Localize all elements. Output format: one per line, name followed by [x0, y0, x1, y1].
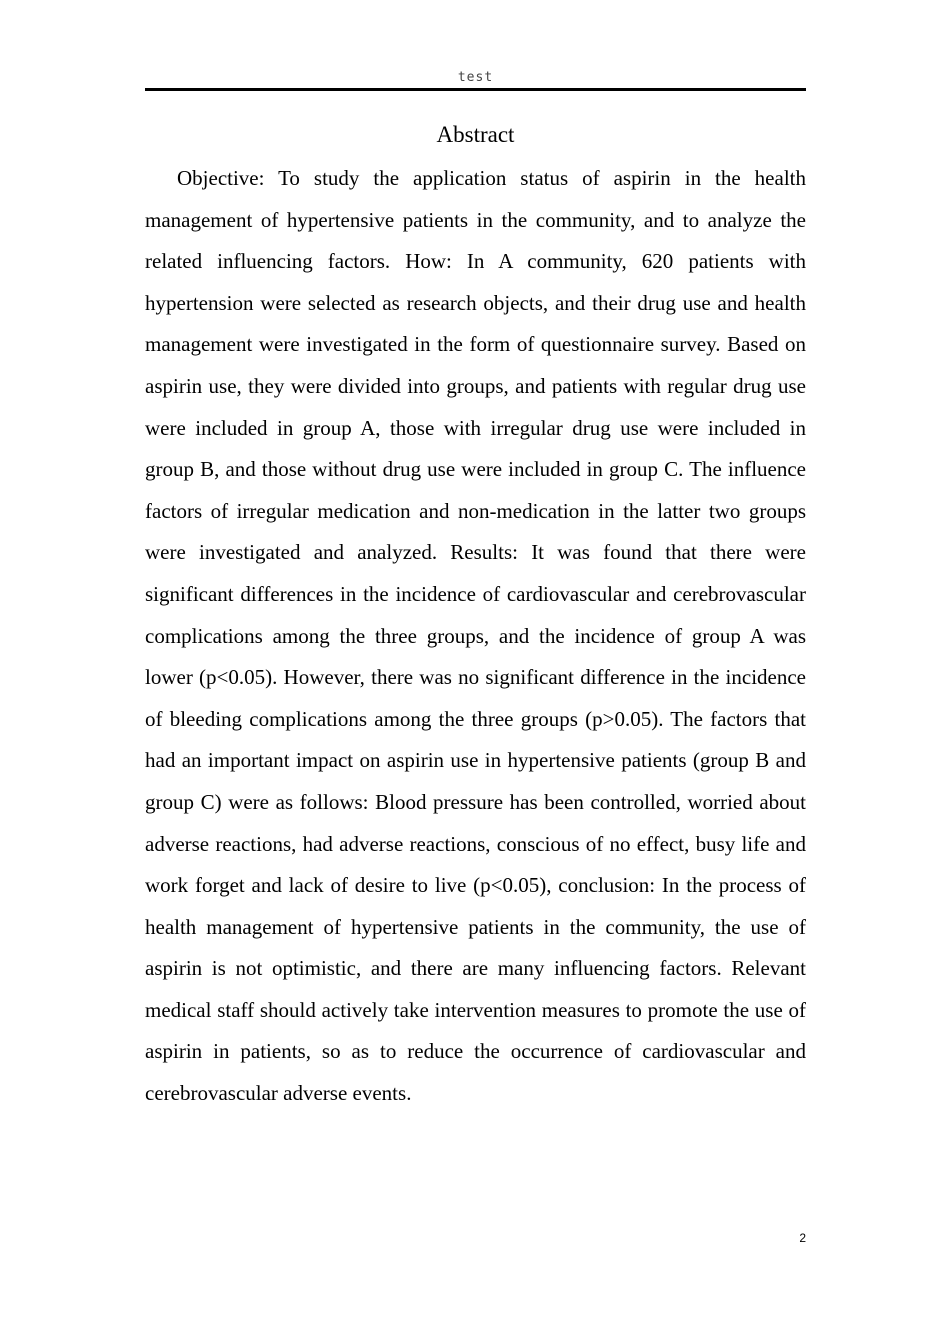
- abstract-body: Objective: To study the application status of aspirin in the health management of hypertensive patients in the community, and to analyze the related influencing factors. How: In A community, 620 patients with hypertension were selected as research objects, and their drug use and health management were investigated in the form of questionnaire survey. Based on aspirin use, they were divided into groups, and patients with regular drug use were included in group A, those with irregular drug use were included in group B, and those without drug use were included in group C. The influence factors of irregular medication and non-medication in the latter two groups were investigated and analyzed. Results: It was found that there were significant differences in the incidence of cardiovascular and cerebrovascular complications among the three groups, and the incidence of group A was lower (p<0.05). However, there was no significant difference in the incidence of bleeding complications among the three groups (p>0.05). The factors that had an important impact on aspirin use in hypertensive patients (group B and group C) were as follows: Blood pressure has been controlled, worried about adverse reactions, had adverse reactions, conscious of no effect, busy life and work forget and lack of desire to live (p<0.05), conclusion: In the process of health management of hypertensive patients in the community, the use of aspirin is not optimistic, and there are many influencing factors. Relevant medical staff should actively take intervention measures to promote the use of aspirin in patients, so as to reduce the occurrence of cardiovascular and cerebrovascular adverse events.: [145, 166, 806, 1106]
- abstract-title: Abstract: [436, 122, 515, 147]
- page-header: test: [457, 70, 494, 85]
- page-number: 2: [799, 1231, 806, 1245]
- header-divider: [145, 88, 806, 91]
